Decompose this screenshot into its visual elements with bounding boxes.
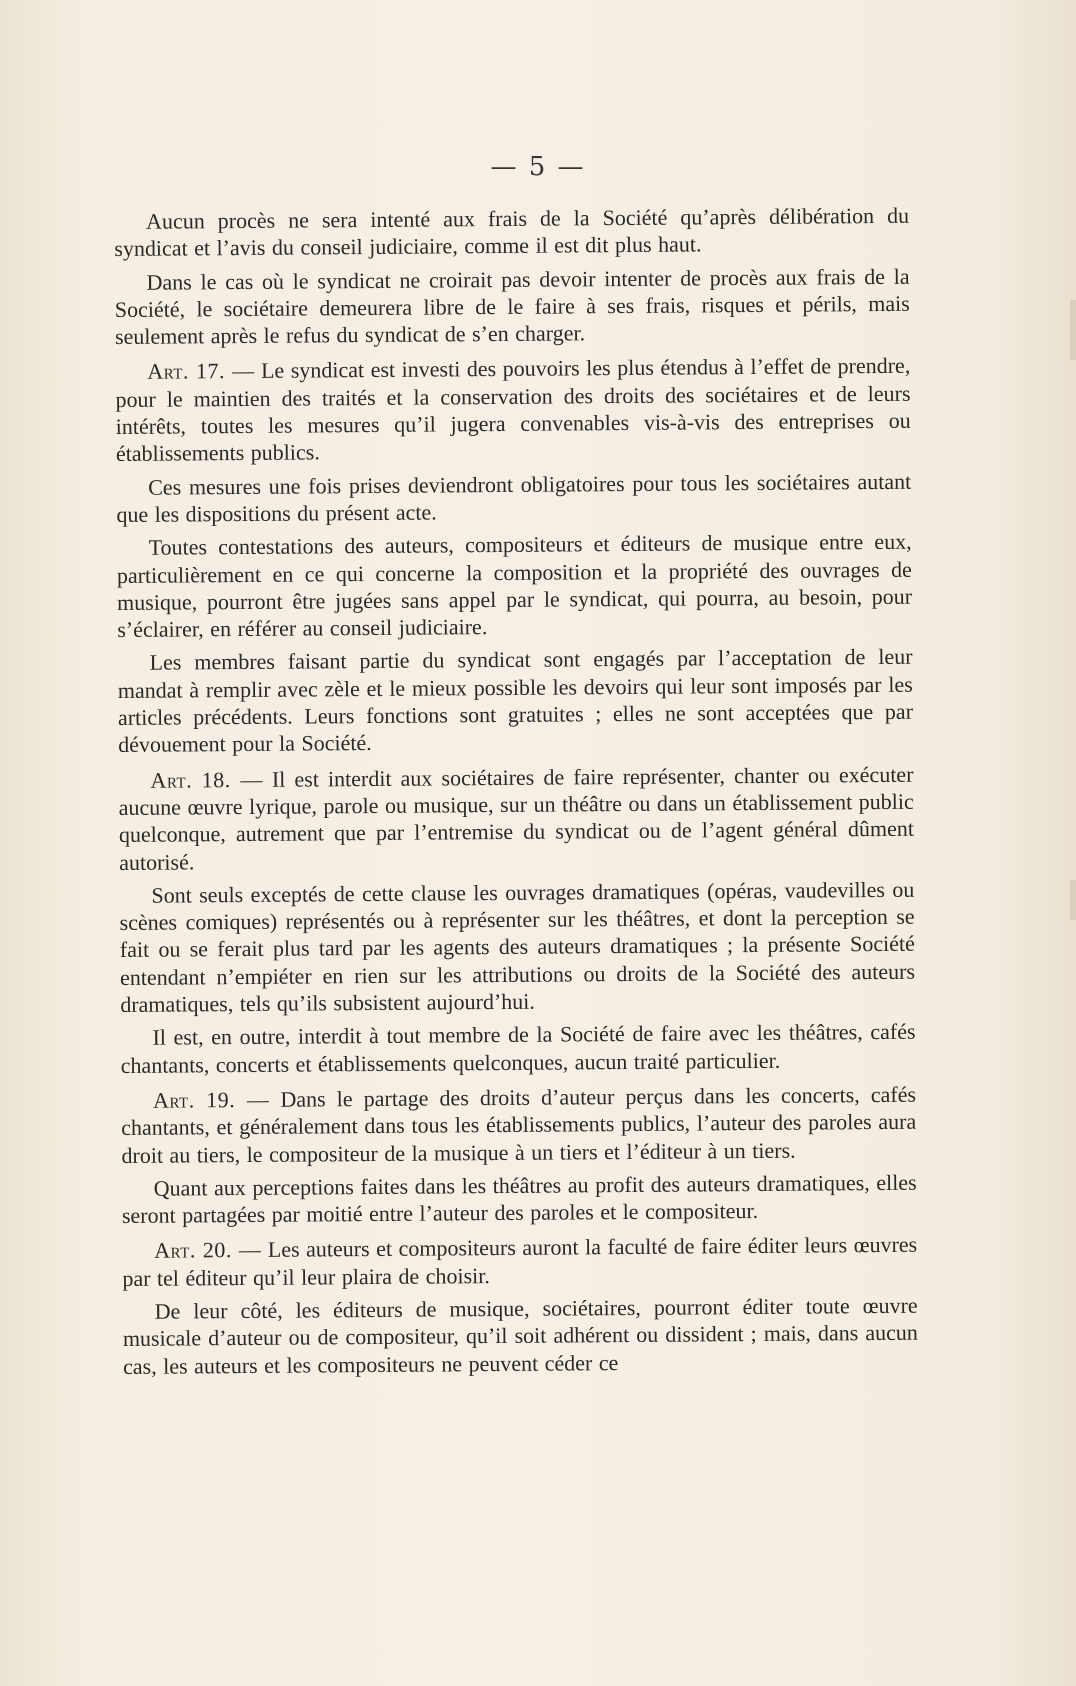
paragraph: [119, 876, 915, 1019]
paragraph-text: Il est, en outre, interdit à tout membre de la Société de faire avec les théâtres, cafés chantants, concerts et établissements quelconques, aucun traité particulier.: [120, 1019, 916, 1078]
page-edge-mark: [1070, 880, 1076, 920]
paragraph: [114, 262, 910, 350]
paragraph-text: De leur côté, les éditeurs de musique, sociétaires, pourront éditer toute œuvre musicale d’auteur ou de compositeur, qu’il soit adhérent ou dissident ; mais, dans aucun cas, les auteurs et les compositeurs ne peuvent céder ce: [122, 1292, 918, 1379]
paragraph-text: Les auteurs et compositeurs auront la faculté de faire éditer leurs œuvres par tel éditeur qu’il leur plaira de choisir.: [122, 1232, 918, 1291]
paragraph: [122, 1169, 917, 1230]
article-paragraph: [118, 760, 914, 875]
paragraph-text: Aucun procès ne sera intenté aux frais de la Société qu’après délibération du syndicat et l’avis du conseil judiciaire, comme il est dit plus haut.: [114, 202, 910, 262]
article-label: Art. 20. —: [154, 1237, 262, 1264]
paragraph: [120, 1018, 915, 1079]
article-paragraph: [121, 1081, 917, 1169]
paragraph-text: Sont seuls exceptés de cette clause les ouvrages dramatiques (opéras, vaudevilles ou scènes comiques) représentés ou à représenter sur les théâtres, et dont la perception se fait ou se ferait plus tard par les agents des auteurs dramatiques ; la présente Société entendant n’empiéter en rien sur les attributions ou droits de la Société des auteurs dramatiques, tels qu’ils subsistent aujourd’hui.: [119, 876, 916, 1017]
page-number: — 5 —: [490, 152, 586, 182]
paragraph-text: Le syndicat est investi des pouvoirs les plus étendus à l’effet de prendre, pour le maintien des traités et la conservation des droits des sociétaires et de leurs intérêts, toutes les mesures qu’il jugera convenables vis-à-vis des entreprises ou établissements publics.: [115, 353, 911, 467]
paragraph: [117, 528, 913, 643]
body-text: [114, 202, 918, 1386]
paragraph: [114, 202, 909, 263]
article-label: Art. 19. —: [152, 1086, 270, 1113]
page-edge-mark: [1070, 300, 1076, 360]
article-label: Art. 18. —: [150, 766, 263, 793]
article-paragraph: [122, 1231, 917, 1292]
paragraph-text: Toutes contestations des auteurs, compositeurs et éditeurs de musique entre eux, particulièrement en ce qui concerne la composition et la propriété des ouvrages de musique, pourront être jugées sans appel par le syndicat, qui pourra, au besoin, pour s’éclairer, en référer au conseil judiciaire.: [116, 529, 913, 643]
paragraph-text: Il est interdit aux sociétaires de faire représenter, chanter ou exécuter aucune œuvre lyrique, parole ou musique, sur un théâtre ou dans un établissement public quelconque, autrement que par l’entremise du syndicat ou de l’agent général dûment autorisé.: [118, 761, 914, 875]
paragraph-text: Les membres faisant partie du syndicat sont engagés par l’acceptation de leur mandat à remplir avec zèle et le mieux possible les devoirs qui leur sont imposés par les articles précédents. Leurs fonctions sont gratuites ; elles ne sont acceptées que par dévouement pour la Société.: [117, 644, 914, 758]
paragraph: [123, 1292, 919, 1380]
paragraph-text: Ces mesures une fois prises deviendront obligatoires pour tous les sociétaires autant que les dispositions du présent acte.: [116, 468, 912, 527]
article-label: Art. 17. —: [147, 358, 255, 385]
paragraph-text: Dans le cas où le syndicat ne croirait pas devoir intenter de procès aux frais de la Société, le sociétaire demeurera libre de le faire à ses frais, risques et périls, mais seulement après le refus du syndicat de s’en charger.: [114, 263, 910, 350]
article-paragraph: [115, 352, 911, 467]
paragraph: [117, 643, 913, 758]
paragraph-text: Quant aux perceptions faites dans les théâtres au profit des auteurs dramatiques, elles seront partagées par moitié entre l’auteur des paroles et le compositeur.: [121, 1169, 917, 1229]
paragraph: [116, 467, 911, 528]
paragraph-text: Dans le partage des droits d’auteur perçus dans les concerts, cafés chantants, et généralement dans tous les établissements publics, l’auteur des paroles aura droit au tiers, le compositeur de la musique à un tiers et l’éditeur à un tiers.: [121, 1081, 917, 1168]
